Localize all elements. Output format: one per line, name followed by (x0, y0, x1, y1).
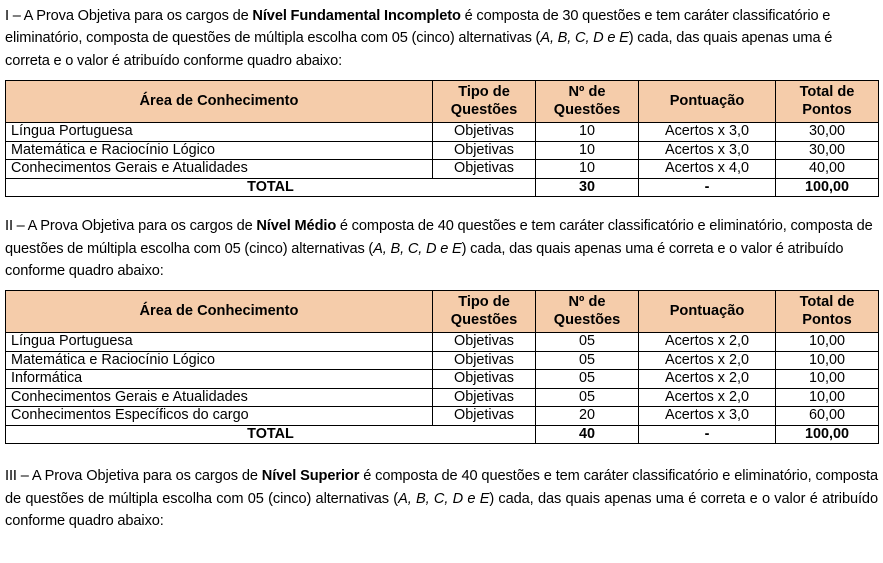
document-page (0, 5, 883, 563)
col-header-tipo (433, 291, 536, 333)
spacer-before-table-1 (5, 72, 878, 80)
cell-pontuacao: Acertos x 3,0 (639, 141, 776, 160)
paragraph-3-suffix: ) cada, das quais apenas uma é correta e o valor é atribuído conforme quadro abaixo: (5, 490, 878, 530)
paragraph-1-suffix: ) cada, das quais apenas uma é correta e o valor é atribuído conforme quadro abaixo: (5, 30, 833, 69)
cell-tipo: Objetivas (433, 141, 536, 160)
cell-total-label: TOTAL (6, 178, 536, 197)
paragraph-2-prefix: II – A Prova Objetiva para os cargos de (5, 218, 257, 235)
cell-total: 10,00 (776, 388, 879, 407)
table-row (6, 123, 879, 142)
table-row (6, 160, 879, 179)
cell-total: 10,00 (776, 333, 879, 352)
col-header-numero-line2: Questões (553, 311, 621, 328)
paragraph-2-alternatives: A, B, C, D e E (373, 240, 462, 257)
table-1-body (6, 123, 879, 197)
col-header-numero-line1: Nº de (568, 294, 606, 311)
cell-total: 10,00 (776, 370, 879, 389)
col-header-numero-line2: Questões (553, 101, 621, 118)
cell-area: Língua Portuguesa (6, 333, 433, 352)
table-nivel-medio (5, 290, 879, 444)
paragraph-3-middle: é composta de 40 questões e tem caráter classificatório e eliminatório, composta de questões de múltipla escolha com 05 (cinco) alternativas ( (5, 468, 879, 507)
paragraph-nivel-fundamental (5, 5, 878, 72)
cell-total: 40,00 (776, 160, 879, 179)
cell-tipo: Objetivas (433, 123, 536, 142)
cell-total-numero: 30 (536, 178, 639, 197)
col-header-total-line1: Total de (799, 84, 855, 101)
paragraph-nivel-medio (5, 215, 878, 282)
col-header-tipo-line2: Questões (450, 101, 518, 118)
cell-area: Matemática e Raciocínio Lógico (6, 141, 433, 160)
col-header-pontuacao (639, 81, 776, 123)
paragraph-3-prefix: III – A Prova Objetiva para os cargos de (5, 468, 262, 485)
paragraph-nivel-superior (5, 465, 878, 532)
col-header-area-line1: Área de Conhecimento (139, 92, 299, 109)
table-total-row (6, 178, 879, 197)
col-header-tipo-line1: Tipo de (458, 294, 510, 311)
table-2-body (6, 333, 879, 444)
cell-tipo: Objetivas (433, 407, 536, 426)
paragraph-3-alternatives-cont: D e E (452, 490, 490, 507)
col-header-pontuacao (639, 291, 776, 333)
table-row (6, 141, 879, 160)
cell-total: 30,00 (776, 141, 879, 160)
col-header-tipo-line1: Tipo de (458, 84, 510, 101)
paragraph-1-prefix: I – A Prova Objetiva para os cargos de (5, 8, 253, 24)
cell-total-label: TOTAL (6, 425, 536, 444)
cell-total: 10,00 (776, 351, 879, 370)
paragraph-1-middle: é composta de 30 questões e tem caráter classificatório e eliminatório, composta de questões de múltipla escolha com 05 (cinco) alternativas ( (5, 8, 831, 47)
cell-numero: 05 (536, 370, 639, 389)
table-row (6, 351, 879, 370)
cell-total-pontuacao: - (639, 425, 776, 444)
cell-total-pontos: 100,00 (776, 425, 879, 444)
cell-area: Conhecimentos Gerais e Atualidades (6, 160, 433, 179)
cell-total: 60,00 (776, 407, 879, 426)
cell-numero: 20 (536, 407, 639, 426)
cell-pontuacao: Acertos x 3,0 (639, 123, 776, 142)
spacer-before-table-2 (5, 282, 878, 290)
table-total-row (6, 425, 879, 444)
paragraph-3-bold-term: Nível Superior (261, 468, 360, 485)
table-2-header (6, 291, 879, 333)
spacer-after-table-1 (5, 197, 878, 215)
cell-pontuacao: Acertos x 3,0 (639, 407, 776, 426)
col-header-total-line2: Pontos (802, 101, 852, 118)
cell-area: Conhecimentos Gerais e Atualidades (6, 388, 433, 407)
cell-total-pontos: 100,00 (776, 178, 879, 197)
cell-tipo: Objetivas (433, 333, 536, 352)
paragraph-1-bold-term: Nível Fundamental Incompleto (252, 8, 461, 24)
cell-area: Informática (6, 370, 433, 389)
cell-tipo: Objetivas (433, 388, 536, 407)
table-row (6, 407, 879, 426)
cell-pontuacao: Acertos x 2,0 (639, 370, 776, 389)
col-header-area (6, 81, 433, 123)
col-header-tipo (433, 81, 536, 123)
cell-numero: 05 (536, 351, 639, 370)
table-row (6, 388, 879, 407)
table-row (6, 370, 879, 389)
col-header-numero (536, 81, 639, 123)
paragraph-3-alternatives: A, B, C, (398, 490, 449, 507)
cell-numero: 10 (536, 123, 639, 142)
table-nivel-fundamental (5, 80, 879, 197)
col-header-pontuacao-line1: Pontuação (669, 303, 745, 320)
spacer-after-table-2 (5, 444, 878, 465)
col-header-total-line2: Pontos (802, 311, 852, 328)
cell-pontuacao: Acertos x 2,0 (639, 333, 776, 352)
col-header-numero (536, 291, 639, 333)
table-header-row (6, 81, 879, 123)
cell-numero: 05 (536, 388, 639, 407)
cell-total-numero: 40 (536, 425, 639, 444)
cell-numero: 10 (536, 160, 639, 179)
paragraph-2-middle: é composta de 40 questões e tem caráter classificatório e eliminatório, composta de questões de múltipla escolha com 05 (cinco) alternativas ( (5, 218, 873, 257)
table-row (6, 333, 879, 352)
paragraph-2-bold-term: Nível Médio (256, 218, 337, 235)
col-header-total (776, 81, 879, 123)
col-header-area (6, 291, 433, 333)
cell-pontuacao: Acertos x 4,0 (639, 160, 776, 179)
cell-tipo: Objetivas (433, 160, 536, 179)
table-1-header (6, 81, 879, 123)
paragraph-1-alternatives: A, B, C, D e E (540, 30, 629, 47)
cell-numero: 05 (536, 333, 639, 352)
cell-area: Matemática e Raciocínio Lógico (6, 351, 433, 370)
col-header-pontuacao-line1: Pontuação (669, 92, 745, 109)
col-header-area-line1: Área de Conhecimento (139, 303, 299, 320)
cell-pontuacao: Acertos x 2,0 (639, 388, 776, 407)
col-header-total (776, 291, 879, 333)
paragraph-2-suffix: ) cada, das quais apenas uma é correta e o valor é atribuído conforme quadro abaixo: (5, 240, 844, 280)
table-header-row (6, 291, 879, 333)
cell-total-pontuacao: - (639, 178, 776, 197)
cell-total: 30,00 (776, 123, 879, 142)
cell-area: Língua Portuguesa (6, 123, 433, 142)
cell-numero: 10 (536, 141, 639, 160)
cell-tipo: Objetivas (433, 370, 536, 389)
cell-area: Conhecimentos Específicos do cargo (6, 407, 433, 426)
cell-pontuacao: Acertos x 2,0 (639, 351, 776, 370)
col-header-tipo-line2: Questões (450, 311, 518, 328)
col-header-total-line1: Total de (799, 294, 855, 311)
cell-tipo: Objetivas (433, 351, 536, 370)
col-header-numero-line1: Nº de (568, 84, 606, 101)
